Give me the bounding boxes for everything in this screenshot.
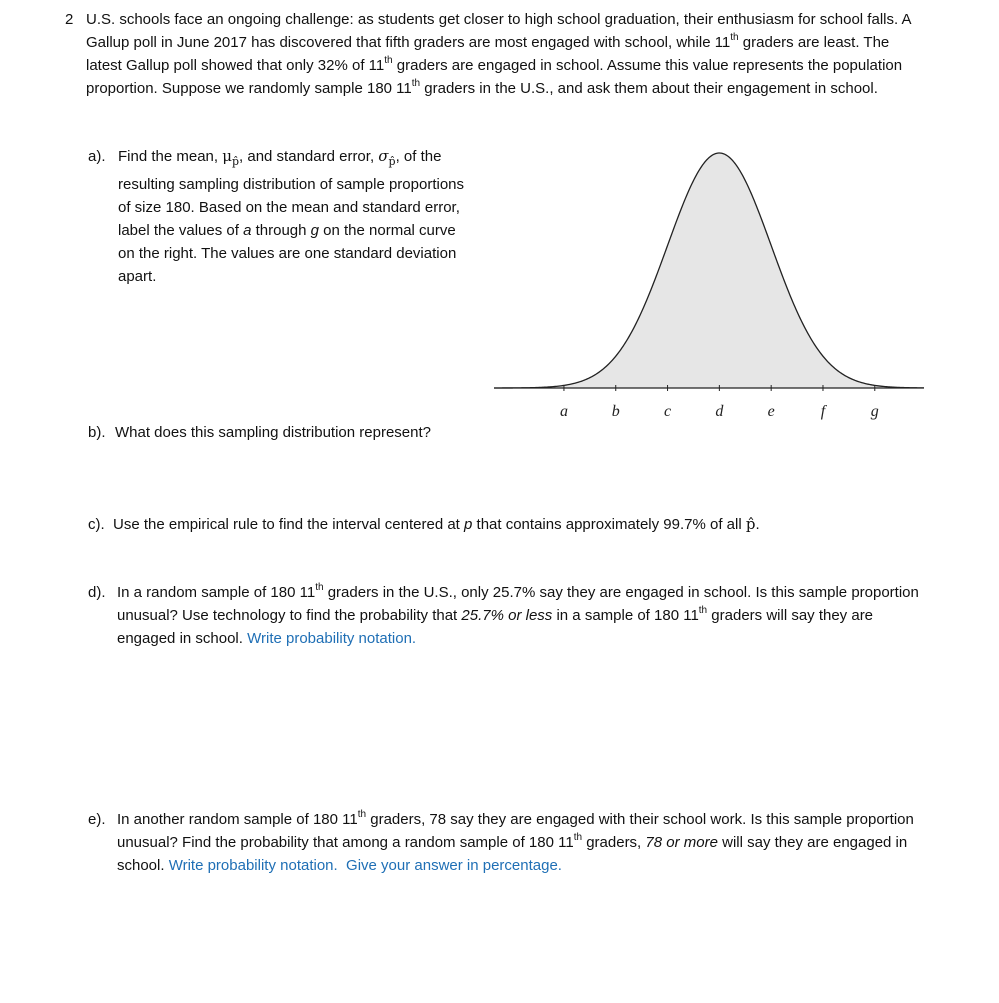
part-e-label: e). xyxy=(88,811,106,828)
var-g: g xyxy=(310,222,319,239)
superscript-th: th xyxy=(357,809,367,820)
tick-label-b: b xyxy=(611,403,620,420)
part-e-text-3: graders, xyxy=(582,834,646,851)
part-e-text xyxy=(117,808,932,877)
tick-label-c: c xyxy=(663,403,672,420)
tick-group xyxy=(560,385,879,420)
tick-label-e: e xyxy=(767,403,775,420)
part-a-text-4: through xyxy=(251,222,311,239)
part-d-text-1: In a random sample of 180 11 xyxy=(117,584,316,601)
phat-symbol: p̂ xyxy=(745,515,756,533)
var-p: p xyxy=(464,516,473,533)
part-d-text-2: graders in the U.S., only 25.7% say they are engaged in school. Is this sample proportion unusual? Use technology to find the probability that xyxy=(117,584,919,624)
part-a-label: a). xyxy=(88,148,106,165)
part-d-label: d). xyxy=(88,584,106,601)
part-d-text-5: graders will say they are engaged in school. xyxy=(117,607,874,647)
part-d-text-4: in a sample of 180 11 xyxy=(552,607,699,624)
part-c-label: c). xyxy=(88,516,105,533)
intro-text-1: U.S. schools face an ongoing challenge: as students get closer to high school graduation, their enthusiasm for school falls. A Gallup poll in June 2017 has discovered that fifth graders are most engaged with school, while 11 xyxy=(86,11,911,51)
intro-text-3: graders are engaged in school. Assume this value represents the population proportion. Suppose we randomly sample 180 11 xyxy=(86,57,903,97)
question-intro xyxy=(86,8,916,100)
superscript-th: th xyxy=(698,605,708,616)
var-a: a xyxy=(243,222,252,239)
curve-area-fill xyxy=(494,153,924,388)
question-number: 2 xyxy=(65,11,74,28)
part-d-italic: 25.7% or less xyxy=(461,607,553,624)
part-e-italic: 78 or more xyxy=(645,834,718,851)
part-a-text-1: Find the mean, xyxy=(118,148,223,165)
intro-text-2: graders are least. The latest Gallup poll showed that only 32% of 11 xyxy=(86,34,890,74)
part-c-text xyxy=(113,513,760,536)
phat-subscript: p̂ xyxy=(388,155,396,168)
superscript-th: th xyxy=(730,32,739,43)
part-d-instruction: Write probability notation. xyxy=(247,630,417,647)
part-a-text-2: , and standard error, xyxy=(239,148,379,165)
superscript-th: th xyxy=(384,55,393,66)
part-b-label: b). xyxy=(88,424,106,441)
part-c-text-2: that contains approximately 99.7% of all xyxy=(472,516,746,533)
intro-text-4: graders in the U.S., and ask them about their engagement in school. xyxy=(420,80,878,97)
part-e-instruction-1: Write probability notation. xyxy=(168,857,338,874)
part-e-text-5: will say they are engaged in school. xyxy=(117,834,908,874)
normal-curve-chart xyxy=(494,145,926,430)
tick-label-f: f xyxy=(820,403,826,420)
part-e-text-2: graders, 78 say they are engaged with their school work. Is this sample proportion unusual? Find the probability that among a random sample of 180 11 xyxy=(117,811,914,851)
superscript-th: th xyxy=(315,582,324,593)
tick-label-d: d xyxy=(715,403,724,420)
superscript-th: th xyxy=(573,832,583,843)
part-e-instruction-2: Give your answer in percentage. xyxy=(346,857,562,874)
part-a-text-3: , of the resulting sampling distribution of sample proportions of size 180. Based on the mean and standard error, label the values of xyxy=(118,148,465,239)
tick-label-g: g xyxy=(870,403,879,420)
part-d-text xyxy=(117,581,927,650)
part-a-text-5: on the normal curve on the right. The values are one standard deviation apart. xyxy=(118,222,457,285)
tick-label-a: a xyxy=(559,403,568,420)
sigma-symbol: σ xyxy=(378,147,389,165)
part-a-text xyxy=(118,145,468,288)
part-b-text: What does this sampling distribution represent? xyxy=(115,424,431,441)
part-c-text-1: Use the empirical rule to find the interval centered at xyxy=(113,516,465,533)
part-c-text-3: . xyxy=(755,516,760,533)
part-e-text-1: In another random sample of 180 11 xyxy=(117,811,358,828)
superscript-th: th xyxy=(411,78,421,89)
mu-symbol: μ xyxy=(222,147,232,165)
phat-subscript: p̂ xyxy=(231,155,240,168)
